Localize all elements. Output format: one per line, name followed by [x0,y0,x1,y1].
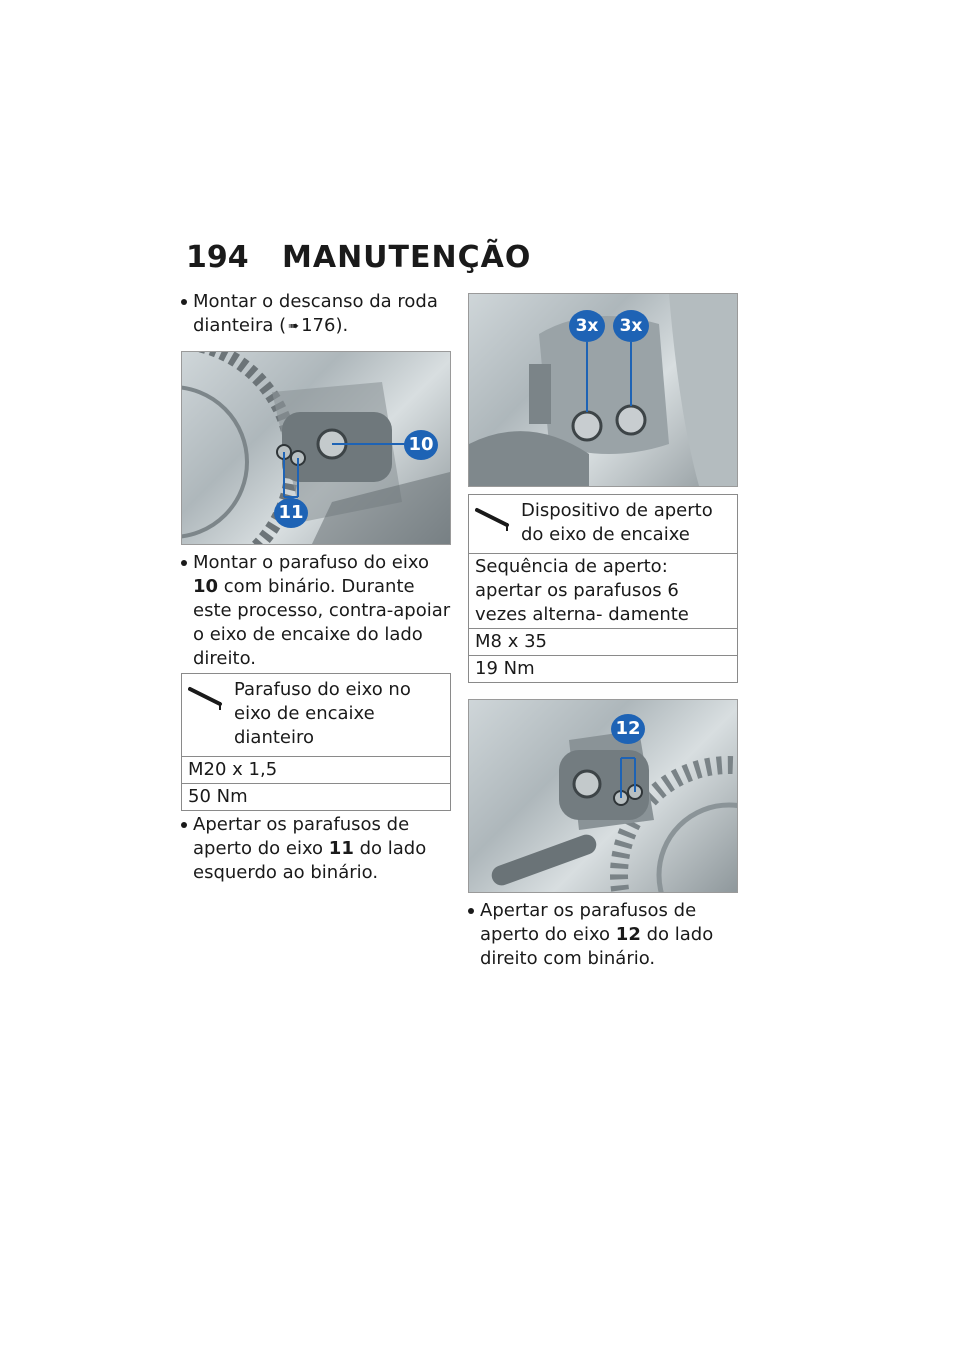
spec-row-thread: M20 x 1,5 [182,757,450,784]
step-tighten-left-clamp: Apertar os parafusos de aperto do eixo 11 do lado esquerdo ao binário. [181,813,451,885]
spec-title: Dispositivo de aperto do eixo de encaixe [521,500,713,545]
bullet-icon [181,822,187,828]
section-title: MANUTENÇÃO [282,240,532,275]
step-mount-stand: Montar o descanso da roda dianteira ( ➠ 176). [181,290,451,339]
spec-row-sequence: Sequência de aperto: apertar os parafusos 6 vezes alterna- damente [469,554,737,629]
page-header [186,240,531,280]
bullet-icon [181,560,187,566]
left-column [181,290,451,885]
callout-badge-12: 12 [611,714,645,744]
right-column [468,293,738,971]
spec-row-torque: 19 Nm [475,658,535,679]
part-number: 10 [193,576,219,597]
photo-left-axle [181,351,451,545]
photo-clamp-bolts [468,293,738,487]
spec-row-torque: 50 Nm [188,786,248,807]
step-text: Montar o descanso da roda dianteira ( [193,291,438,336]
page-reference-link[interactable]: 176 [301,315,336,336]
bullet-icon [468,908,474,914]
spec-header [182,674,450,757]
part-number: 11 [328,838,354,859]
torque-wrench-icon [188,678,234,750]
spec-table-axle-bolt [181,673,451,811]
callout-badge-10: 10 [404,430,438,460]
spec-table-clamp [468,494,738,683]
callout-badge-11: 11 [274,498,308,528]
spec-row-thread: M8 x 35 [469,629,737,656]
torque-wrench-icon [475,499,521,547]
bullet-icon [181,299,187,305]
photo-right-axle [468,699,738,893]
page-number: 194 [186,240,249,275]
spec-header [469,495,737,554]
callout-badge-3x-left: 3x [569,310,605,342]
page-reference-arrow-icon: ➠ [288,319,300,334]
step-tighten-right-clamp: Apertar os parafusos de aperto do eixo 12 do lado direito com binário. [468,899,738,971]
step-mount-axle-bolt: Montar o parafuso do eixo 10 com binário. Durante este processo, contra-apoiar o eixo de encaixe do lado direito. [181,551,451,671]
callout-badge-3x-right: 3x [613,310,649,342]
part-number: 12 [615,924,641,945]
spec-title: Parafuso do eixo no eixo de encaixe dianteiro [234,679,411,748]
